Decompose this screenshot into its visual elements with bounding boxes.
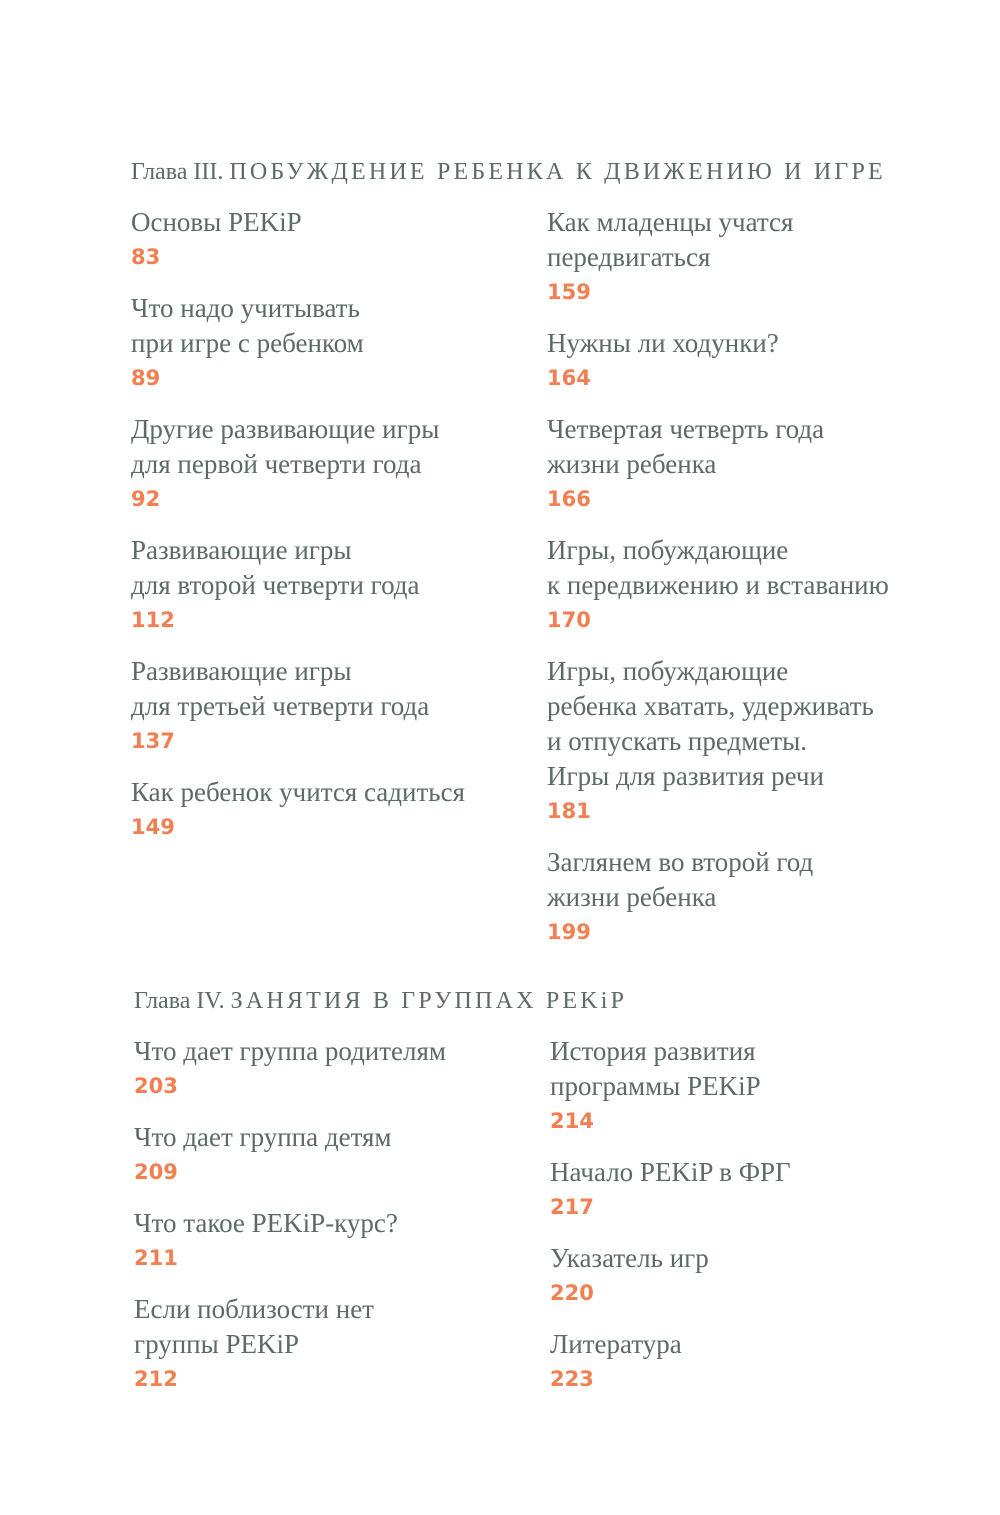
entry-title-line: Литература: [550, 1329, 682, 1359]
toc-entry[interactable]: [134, 1206, 446, 1276]
toc-entry[interactable]: [131, 412, 465, 517]
toc-entry[interactable]: [550, 1241, 791, 1311]
page-number: 159: [547, 280, 591, 304]
chapter-title: ЗАНЯТИЯ В ГРУППАХ PEKiP: [230, 988, 628, 1014]
page-number: 217: [550, 1195, 594, 1219]
chapter-label: Глава III.: [131, 159, 224, 185]
toc-entry[interactable]: [134, 1120, 446, 1190]
toc-entry[interactable]: [550, 1327, 791, 1397]
toc-entry[interactable]: [550, 1034, 791, 1139]
entry-title-line: Что такое PEKiP-курс?: [134, 1208, 398, 1238]
entry-title-line: Заглянем во второй год: [547, 847, 814, 877]
chapter-4: [134, 984, 954, 1391]
toc-entry[interactable]: [134, 1292, 446, 1397]
entry-title-line: Игры, побуждающие: [547, 535, 789, 565]
page-number: 211: [134, 1246, 178, 1270]
entry-title-line: жизни ребенка: [547, 882, 717, 912]
toc-entry[interactable]: [547, 412, 889, 517]
toc-entry[interactable]: [550, 1155, 791, 1225]
page-number: 137: [131, 729, 175, 753]
toc-entry[interactable]: [131, 775, 465, 845]
toc-entry[interactable]: [547, 205, 889, 310]
entry-title-line: ребенка хватать, удерживать: [547, 691, 874, 721]
page-number: 112: [131, 608, 175, 632]
entry-title-line: передвигаться: [547, 242, 711, 272]
entry-title-line: История развития: [550, 1036, 756, 1066]
entry-title-line: Что надо учитывать: [131, 293, 360, 323]
entry-title-line: жизни ребенка: [547, 449, 717, 479]
toc-column-right: [547, 205, 889, 966]
entry-title-line: Что дает группа детям: [134, 1122, 392, 1152]
entry-title-line: Начало PEKiP в ФРГ: [550, 1157, 791, 1187]
toc-entry[interactable]: [547, 533, 889, 638]
toc-entry[interactable]: [547, 654, 889, 829]
entry-title-line: Игры для развития речи: [547, 761, 824, 791]
toc-entry[interactable]: [134, 1034, 446, 1104]
chapter-heading: [131, 155, 951, 189]
toc-column-left: [134, 1034, 446, 1413]
toc-entry[interactable]: [131, 654, 465, 759]
toc-entry[interactable]: [131, 291, 465, 396]
entry-title-line: Как младенцы учатся: [547, 207, 794, 237]
page-number: 166: [547, 487, 591, 511]
toc-column-left: [131, 205, 465, 861]
page-number: 220: [550, 1281, 594, 1305]
entry-title-line: при игре с ребенком: [131, 328, 364, 358]
page-number: 149: [131, 815, 175, 839]
toc-entry[interactable]: [131, 533, 465, 638]
entry-title-line: Как ребенок учится садиться: [131, 777, 465, 807]
entry-title-line: Четвертая четверть года: [547, 414, 825, 444]
entry-title-line: Если поблизости нет: [134, 1294, 374, 1324]
page-number: 223: [550, 1367, 594, 1391]
page-number: 83: [131, 245, 161, 269]
page-number: 92: [131, 487, 161, 511]
page-number: 212: [134, 1367, 178, 1391]
entry-title-line: Другие развивающие игры: [131, 414, 440, 444]
entry-title-line: Что дает группа родителям: [134, 1036, 447, 1066]
page-number: 164: [547, 366, 591, 390]
entry-title-line: и отпускать предметы.: [547, 726, 808, 756]
page-number: 89: [131, 366, 161, 390]
page-number: 170: [547, 608, 591, 632]
entry-title-line: для третьей четверти года: [131, 691, 430, 721]
page-number: 209: [134, 1160, 178, 1184]
toc-column-right: [550, 1034, 791, 1413]
entry-title-line: Игры, побуждающие: [547, 656, 789, 686]
page-number: 199: [547, 920, 591, 944]
entry-title-line: группы PEKiP: [134, 1329, 300, 1359]
entry-title-line: для второй четверти года: [131, 570, 420, 600]
entry-title-line: для первой четверти года: [131, 449, 422, 479]
chapter-label: Глава IV.: [134, 988, 225, 1014]
chapter-heading: [134, 984, 954, 1018]
page-number: 181: [547, 799, 591, 823]
page-number: 203: [134, 1074, 178, 1098]
chapter-3: [131, 155, 951, 944]
entry-title-line: программы PEKiP: [550, 1071, 761, 1101]
toc-entry[interactable]: [547, 845, 889, 950]
chapter-title: ПОБУЖДЕНИЕ РЕБЕНКА К ДВИЖЕНИЮ И ИГРЕ: [229, 159, 886, 185]
entry-title-line: Основы PEKiP: [131, 207, 302, 237]
entry-title-line: Нужны ли ходунки?: [547, 328, 779, 358]
page-number: 214: [550, 1109, 594, 1133]
entry-title-line: Развивающие игры: [131, 656, 352, 686]
entry-title-line: к передвижению и вставанию: [547, 570, 889, 600]
toc-entry[interactable]: [547, 326, 889, 396]
entry-title-line: Указатель игр: [550, 1243, 709, 1273]
toc-entry[interactable]: [131, 205, 465, 275]
entry-title-line: Развивающие игры: [131, 535, 352, 565]
